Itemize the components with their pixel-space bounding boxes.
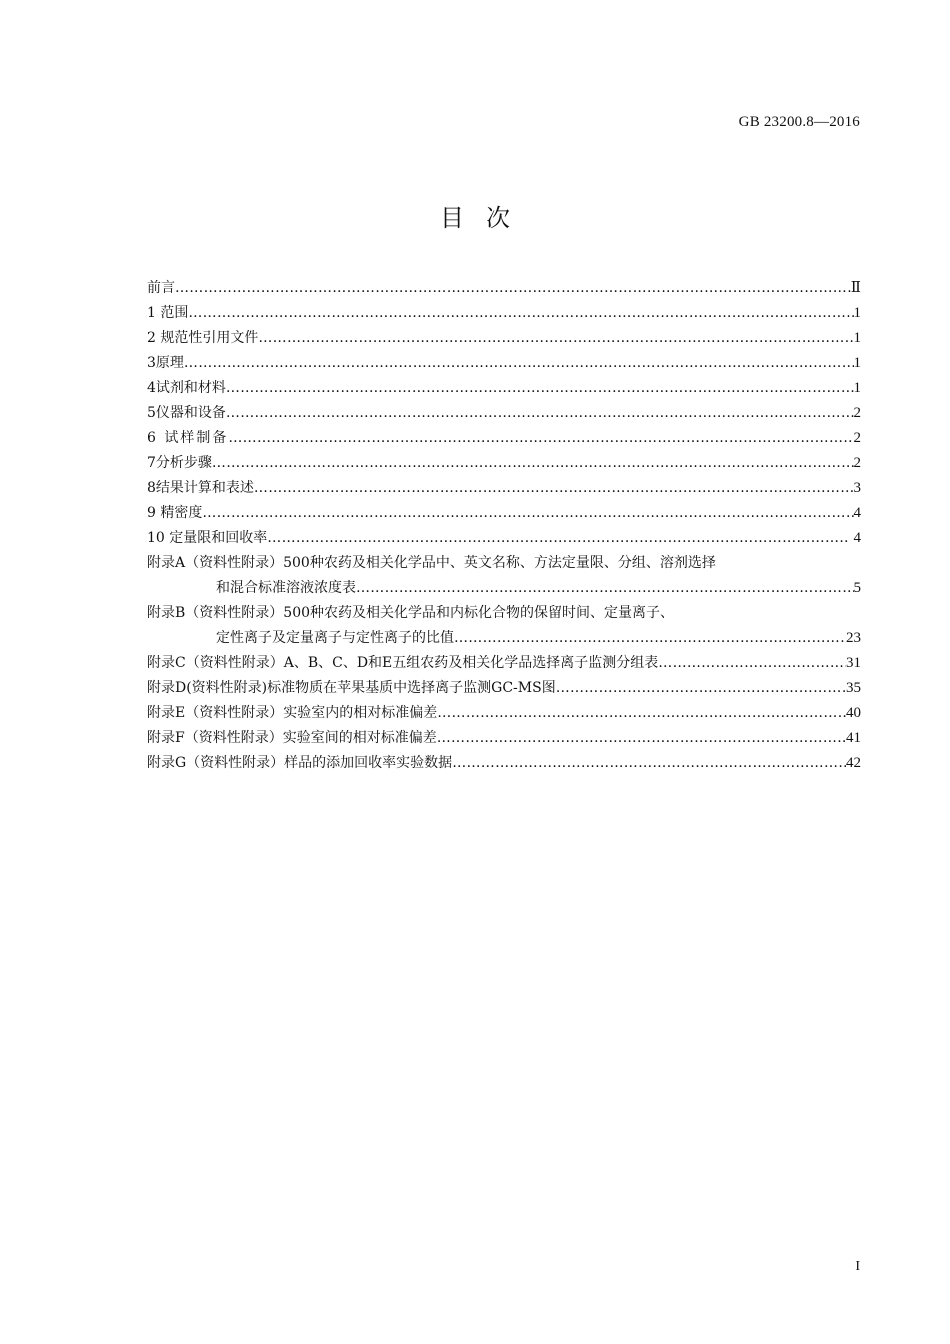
- toc-entry-annex-b[interactable]: [147, 601, 861, 651]
- toc-leader: [356, 576, 854, 601]
- toc-leader: [175, 276, 851, 301]
- toc-entry-annex-c[interactable]: [147, 651, 861, 676]
- toc-label: 附录C（资料性附录）A、B、C、D和E五组农药及相关化学品选择离子监测分组表: [147, 655, 659, 671]
- toc-label: 2 规范性引用文件: [147, 330, 259, 346]
- toc-leader: [254, 476, 854, 501]
- toc-page: 3: [853, 480, 861, 496]
- toc-label: 4试剂和材料: [147, 380, 226, 396]
- toc-leader: [228, 426, 853, 451]
- toc-page: 2: [853, 430, 861, 446]
- toc-label: 1 范围: [147, 305, 189, 321]
- toc-entry-precision[interactable]: [147, 501, 861, 526]
- toc-label: 附录B（资料性附录）500种农药及相关化学品和内标化合物的保留时间、定量离子、: [147, 605, 675, 621]
- toc-page: 23: [846, 630, 861, 646]
- toc-page: 31: [846, 655, 861, 671]
- toc-leader: [556, 676, 846, 701]
- toc-page: 5: [853, 580, 861, 596]
- toc-leader: [212, 451, 854, 476]
- toc-page: 2: [853, 405, 861, 421]
- page-number: I: [855, 1259, 860, 1274]
- toc-page: 1: [853, 330, 861, 346]
- toc-page: 40: [846, 705, 861, 721]
- toc-page: 4: [853, 505, 861, 521]
- toc-page: 1: [853, 355, 861, 371]
- toc-entry-apparatus[interactable]: [147, 401, 861, 426]
- toc-label: 附录D(资料性附录)标准物质在苹果基质中选择离子监测GC-MS图: [147, 680, 556, 696]
- toc-leader: [437, 701, 846, 726]
- toc-label: 8结果计算和表述: [147, 480, 254, 496]
- toc-label: 前言: [147, 280, 175, 296]
- toc-page: Ⅱ: [850, 280, 861, 296]
- toc-entry-foreword[interactable]: [147, 276, 861, 301]
- toc-label-continued: 定性离子及定量离子与定性离子的比值: [216, 630, 454, 646]
- toc-label: 7分析步骤: [147, 455, 212, 471]
- toc-page: 2: [853, 455, 861, 471]
- toc-entry-annex-g[interactable]: [147, 751, 861, 776]
- toc-entry-annex-d[interactable]: [147, 676, 861, 701]
- standard-code: GB 23200.8—2016: [738, 114, 860, 130]
- toc-label: 附录A（资料性附录）500种农药及相关化学品中、英文名称、方法定量限、分组、溶剂选择: [147, 555, 716, 571]
- toc-entry-analysis-steps[interactable]: [147, 451, 861, 476]
- toc-page: 41: [846, 730, 861, 746]
- toc-leader: [258, 326, 853, 351]
- toc-leader: [267, 526, 849, 551]
- toc-label: 6 试样制备: [147, 430, 229, 446]
- toc-entry-reagents[interactable]: [147, 376, 861, 401]
- toc-entry-results[interactable]: [147, 476, 861, 501]
- toc-entry-normative-references[interactable]: [147, 326, 861, 351]
- toc-leader: [184, 351, 854, 376]
- toc-leader: [658, 651, 846, 676]
- toc-label: 10 定量限和回收率: [147, 530, 268, 546]
- toc-label-continued: 和混合标准溶液浓度表: [216, 580, 356, 596]
- toc-page: 1: [853, 305, 861, 321]
- toc-entry-loq-recovery[interactable]: [147, 526, 861, 551]
- toc-entry-principle[interactable]: [147, 351, 861, 376]
- toc-entry-annex-a[interactable]: [147, 551, 861, 601]
- toc-page: 42: [846, 755, 861, 771]
- toc-entry-annex-e[interactable]: [147, 701, 861, 726]
- toc-page: 4: [849, 530, 861, 546]
- toc-leader: [226, 401, 854, 426]
- toc-leader: [188, 301, 853, 326]
- toc-entry-scope[interactable]: [147, 301, 861, 326]
- toc-leader: [454, 626, 846, 651]
- toc-entry-sample-preparation[interactable]: [147, 426, 861, 451]
- toc-page: 1: [853, 380, 861, 396]
- table-of-contents: [147, 276, 861, 776]
- page-title: 目次: [440, 204, 532, 232]
- toc-leader: [202, 501, 853, 526]
- toc-label: 附录F（资料性附录）实验室间的相对标准偏差: [147, 730, 437, 746]
- toc-label: 附录G（资料性附录）样品的添加回收率实验数据: [147, 755, 453, 771]
- toc-label: 5仪器和设备: [147, 405, 226, 421]
- toc-label: 附录E（资料性附录）实验室内的相对标准偏差: [147, 705, 438, 721]
- toc-label: 3原理: [147, 355, 184, 371]
- toc-page: 35: [846, 680, 861, 696]
- toc-leader: [452, 751, 846, 776]
- toc-leader: [226, 376, 854, 401]
- toc-label: 9 精密度: [147, 505, 203, 521]
- toc-entry-annex-f[interactable]: [147, 726, 861, 751]
- toc-leader: [437, 726, 846, 751]
